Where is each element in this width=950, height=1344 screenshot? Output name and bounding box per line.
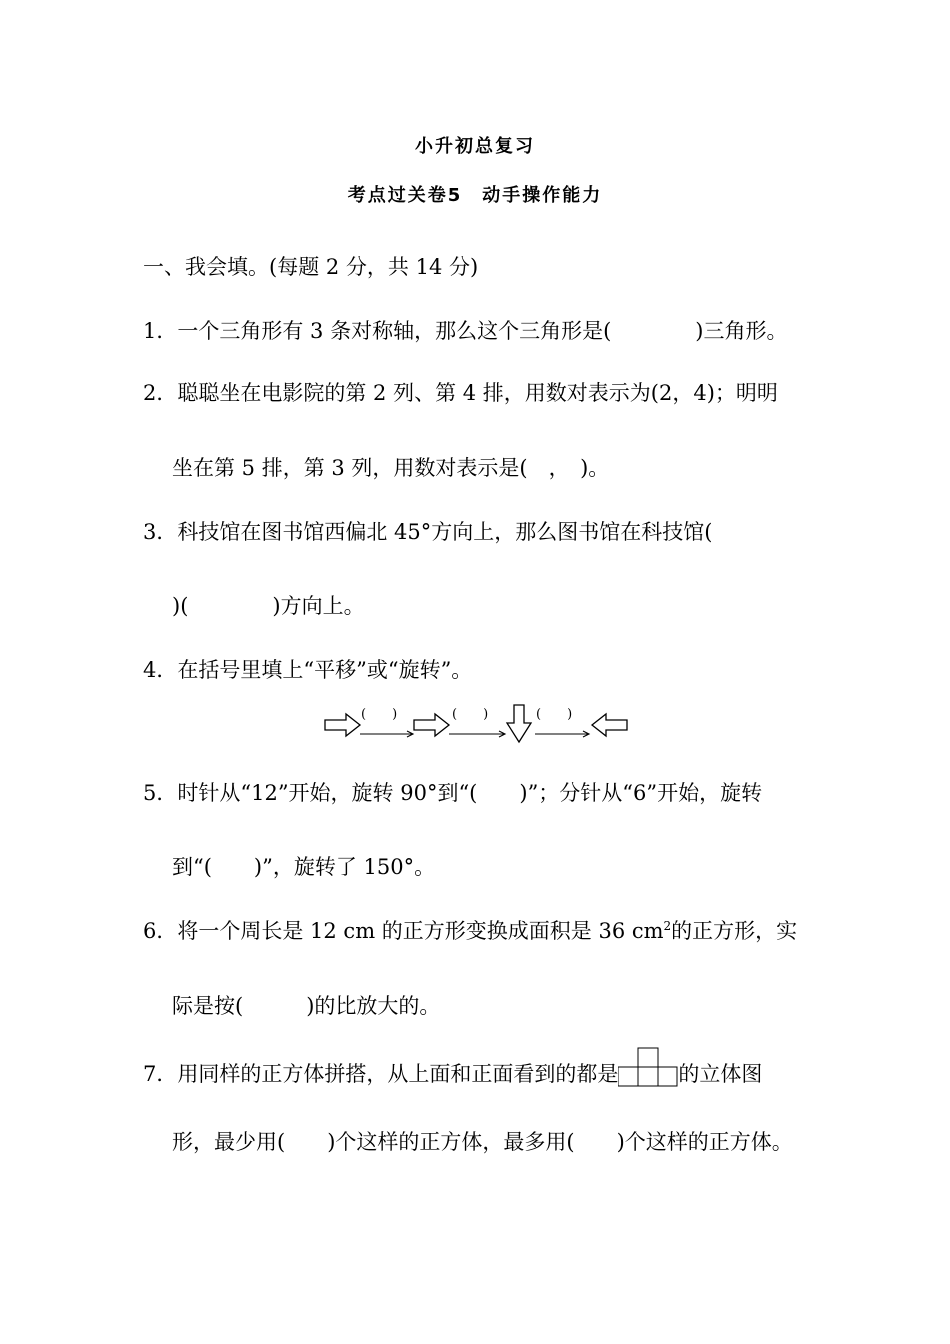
question-7-line-2: 形，最少用( )个这样的正方体，最多用( )个这样的正方体。 bbox=[172, 1130, 793, 1154]
page-subtitle: 考点过关卷5 动手操作能力 bbox=[347, 185, 603, 206]
question-2-line-1: 2．聪聪坐在电影院的第 2 列、第 4 排，用数对表示为(2，4)；明明 bbox=[143, 381, 778, 405]
page-title: 小升初总复习 bbox=[415, 136, 535, 157]
question-7-text-a: 7．用同样的正方体拼搭，从上面和正面看到的都是 bbox=[143, 1062, 619, 1086]
question-5-line-2: 到“( )”，旋转了 150°。 bbox=[172, 855, 436, 879]
question-3-line-1: 3．科技馆在图书馆西偏北 45°方向上，那么图书馆在科技馆( bbox=[143, 520, 713, 544]
superscript-2: 2 bbox=[663, 919, 672, 933]
question-2-line-2: 坐在第 5 排，第 3 列，用数对表示是( ， )。 bbox=[172, 456, 610, 480]
fill-label-1: ( ) bbox=[361, 707, 398, 722]
question-4: 4．在括号里填上“平移”或“旋转”。 bbox=[143, 658, 473, 682]
cube-view-svg bbox=[618, 1047, 678, 1087]
right-arrow-shape bbox=[325, 714, 360, 736]
question-6-line-1 bbox=[143, 918, 797, 944]
question-1: 1．一个三角形有 3 条对称轴，那么这个三角形是( )三角形。 bbox=[143, 319, 788, 343]
question-6-text-b: 的正方形，实 bbox=[671, 919, 798, 943]
fill-label-3: ( ) bbox=[536, 707, 573, 722]
cube-view-figure bbox=[618, 1061, 678, 1087]
left-arrow-shape bbox=[592, 714, 627, 736]
right-arrow-shape bbox=[414, 714, 449, 736]
down-arrow-shape bbox=[507, 705, 531, 742]
question-5-line-1: 5．时针从“12”开始，旋转 90°到“( )”；分针从“6”开始，旋转 bbox=[143, 781, 763, 805]
question-6-text-a: 6．将一个周长是 12 cm 的正方形变换成面积是 36 cm bbox=[143, 919, 664, 943]
question-7-line-1 bbox=[143, 1061, 762, 1087]
transform-arrows-figure bbox=[324, 703, 629, 745]
question-6-line-2: 际是按( )的比放大的。 bbox=[172, 994, 441, 1018]
fill-label-2: ( ) bbox=[452, 707, 489, 722]
section-heading: 一、我会填。(每题 2 分，共 14 分) bbox=[143, 255, 479, 279]
question-7-text-b: 的立体图 bbox=[678, 1062, 763, 1086]
question-3-line-2: )( )方向上。 bbox=[172, 594, 365, 618]
